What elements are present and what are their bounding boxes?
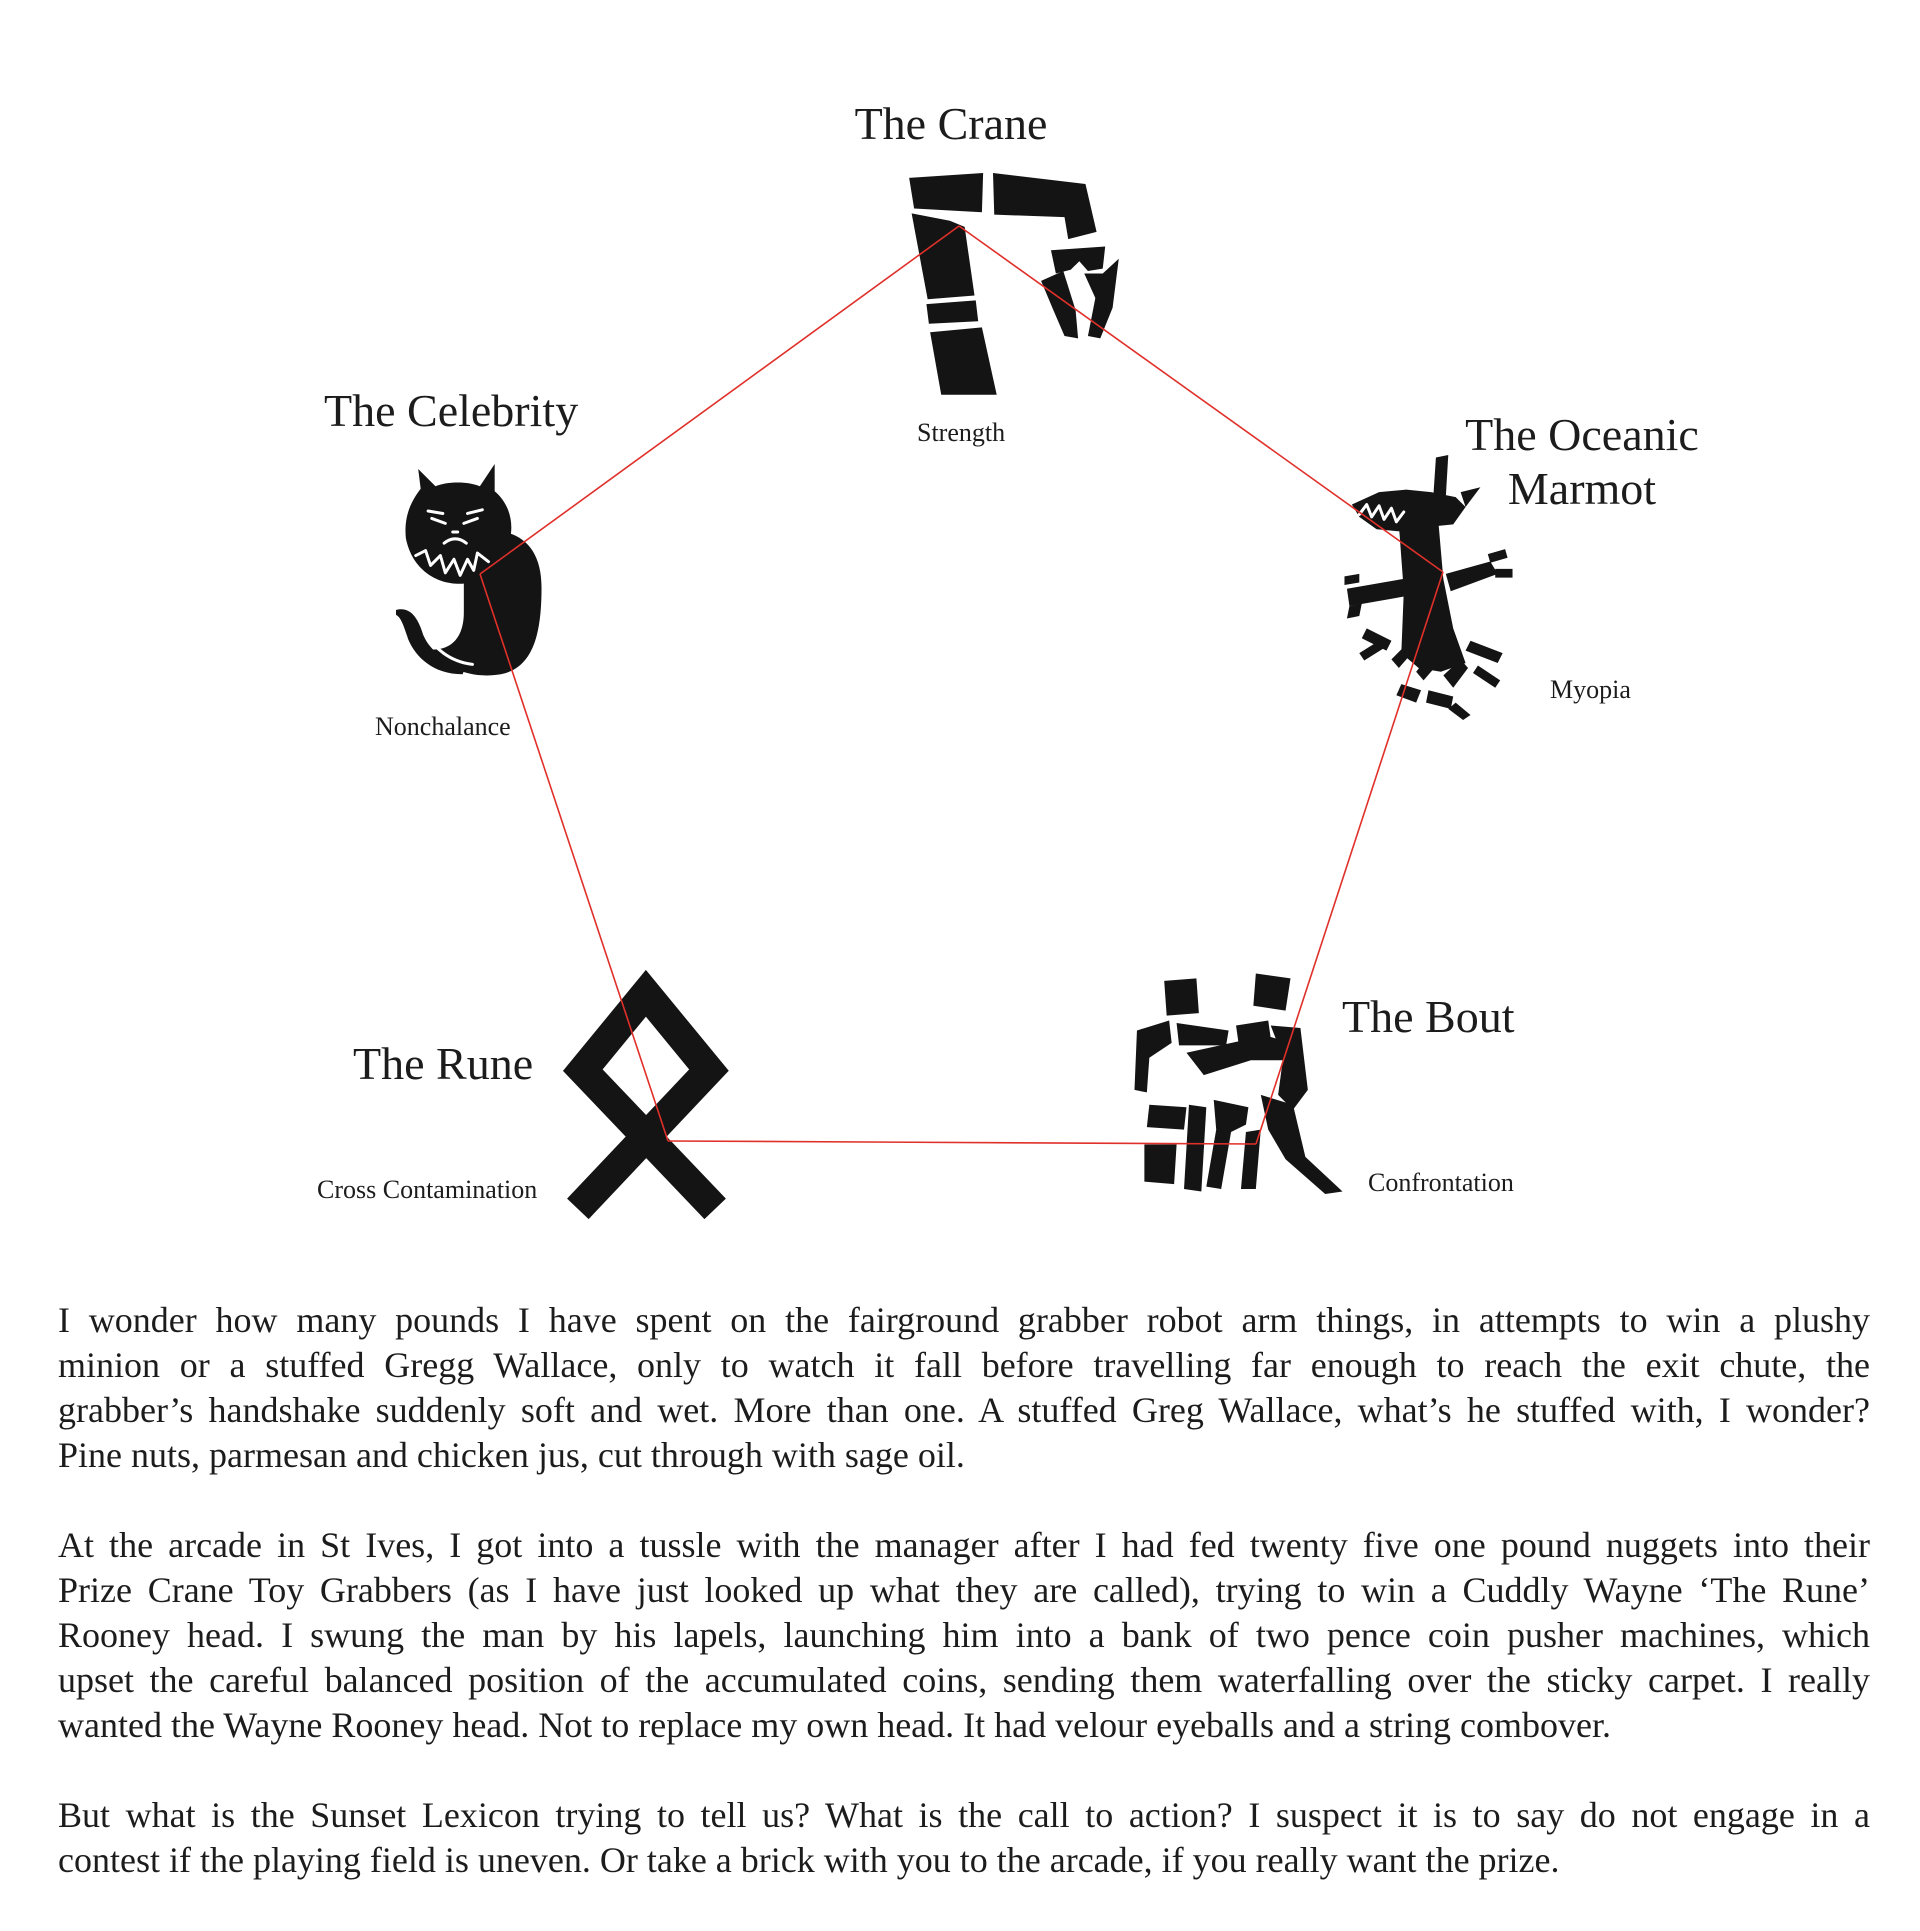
body-line: But what is the Sunset Lexicon trying to tell us? What is the call to action? I suspect it is to say do not engage in a — [58, 1795, 1870, 1835]
node-title-oceanic-marmot: The Oceanic Marmot — [1465, 409, 1699, 514]
edge-bout-rune — [668, 1141, 1256, 1144]
body-line: grabber’s handshake suddenly soft and wet. More than one. A stuffed Greg Wallace, what’s he stuffed with, I wonder? — [58, 1390, 1870, 1430]
node-caption-confrontation: Confrontation — [1368, 1168, 1514, 1197]
node-caption-myopia: Myopia — [1550, 675, 1631, 704]
node-title-celebrity: The Celebrity — [324, 385, 579, 436]
body-line: wanted the Wayne Rooney head. Not to replace my own head. It had velour eyeballs and a string combover. — [58, 1705, 1611, 1745]
paragraph — [58, 1793, 1870, 1883]
node-title-rune: The Rune — [353, 1038, 534, 1089]
node-caption-cross-contamination: Cross Contamination — [317, 1175, 538, 1204]
node-title-crane: The Crane — [854, 98, 1048, 149]
body-line: Prize Crane Toy Grabbers (as I have just looked up what they are called), trying to win a Cuddly Wayne ‘The Rune’ — [58, 1570, 1870, 1610]
edge-crane-marmot — [959, 226, 1443, 572]
body-line: Rooney head. I swung the man by his lapels, launching him into a bank of two pence coin pusher machines, which — [58, 1615, 1870, 1655]
body-line: At the arcade in St Ives, I got into a tussle with the manager after I had fed twenty five one pound nuggets into their — [58, 1525, 1870, 1565]
node-caption-nonchalance: Nonchalance — [375, 712, 511, 741]
node-title-bout: The Bout — [1342, 991, 1515, 1042]
paragraph — [58, 1298, 1870, 1478]
paragraph — [58, 1523, 1870, 1748]
body-line: upset the careful balanced position of the accumulated coins, sending them waterfalling over the sticky carpet. I really — [58, 1660, 1870, 1700]
edge-rune-celebrity — [480, 574, 668, 1141]
body-line: contest if the playing field is uneven. Or take a brick with you to the arcade, if you really want the prize. — [58, 1840, 1560, 1880]
body-line: I wonder how many pounds I have spent on the fairground grabber robot arm things, in attempts to win a plushy — [58, 1300, 1870, 1340]
edge-celebrity-crane — [480, 226, 959, 574]
body-line: minion or a stuffed Gregg Wallace, only to watch it fall before travelling far enough to reach the exit chute, the — [58, 1345, 1870, 1385]
edge-marmot-bout — [1256, 572, 1443, 1144]
node-caption-strength: Strength — [917, 418, 1006, 447]
body-text — [58, 1298, 1870, 1928]
body-line: Pine nuts, parmesan and chicken jus, cut through with sage oil. — [58, 1435, 965, 1475]
